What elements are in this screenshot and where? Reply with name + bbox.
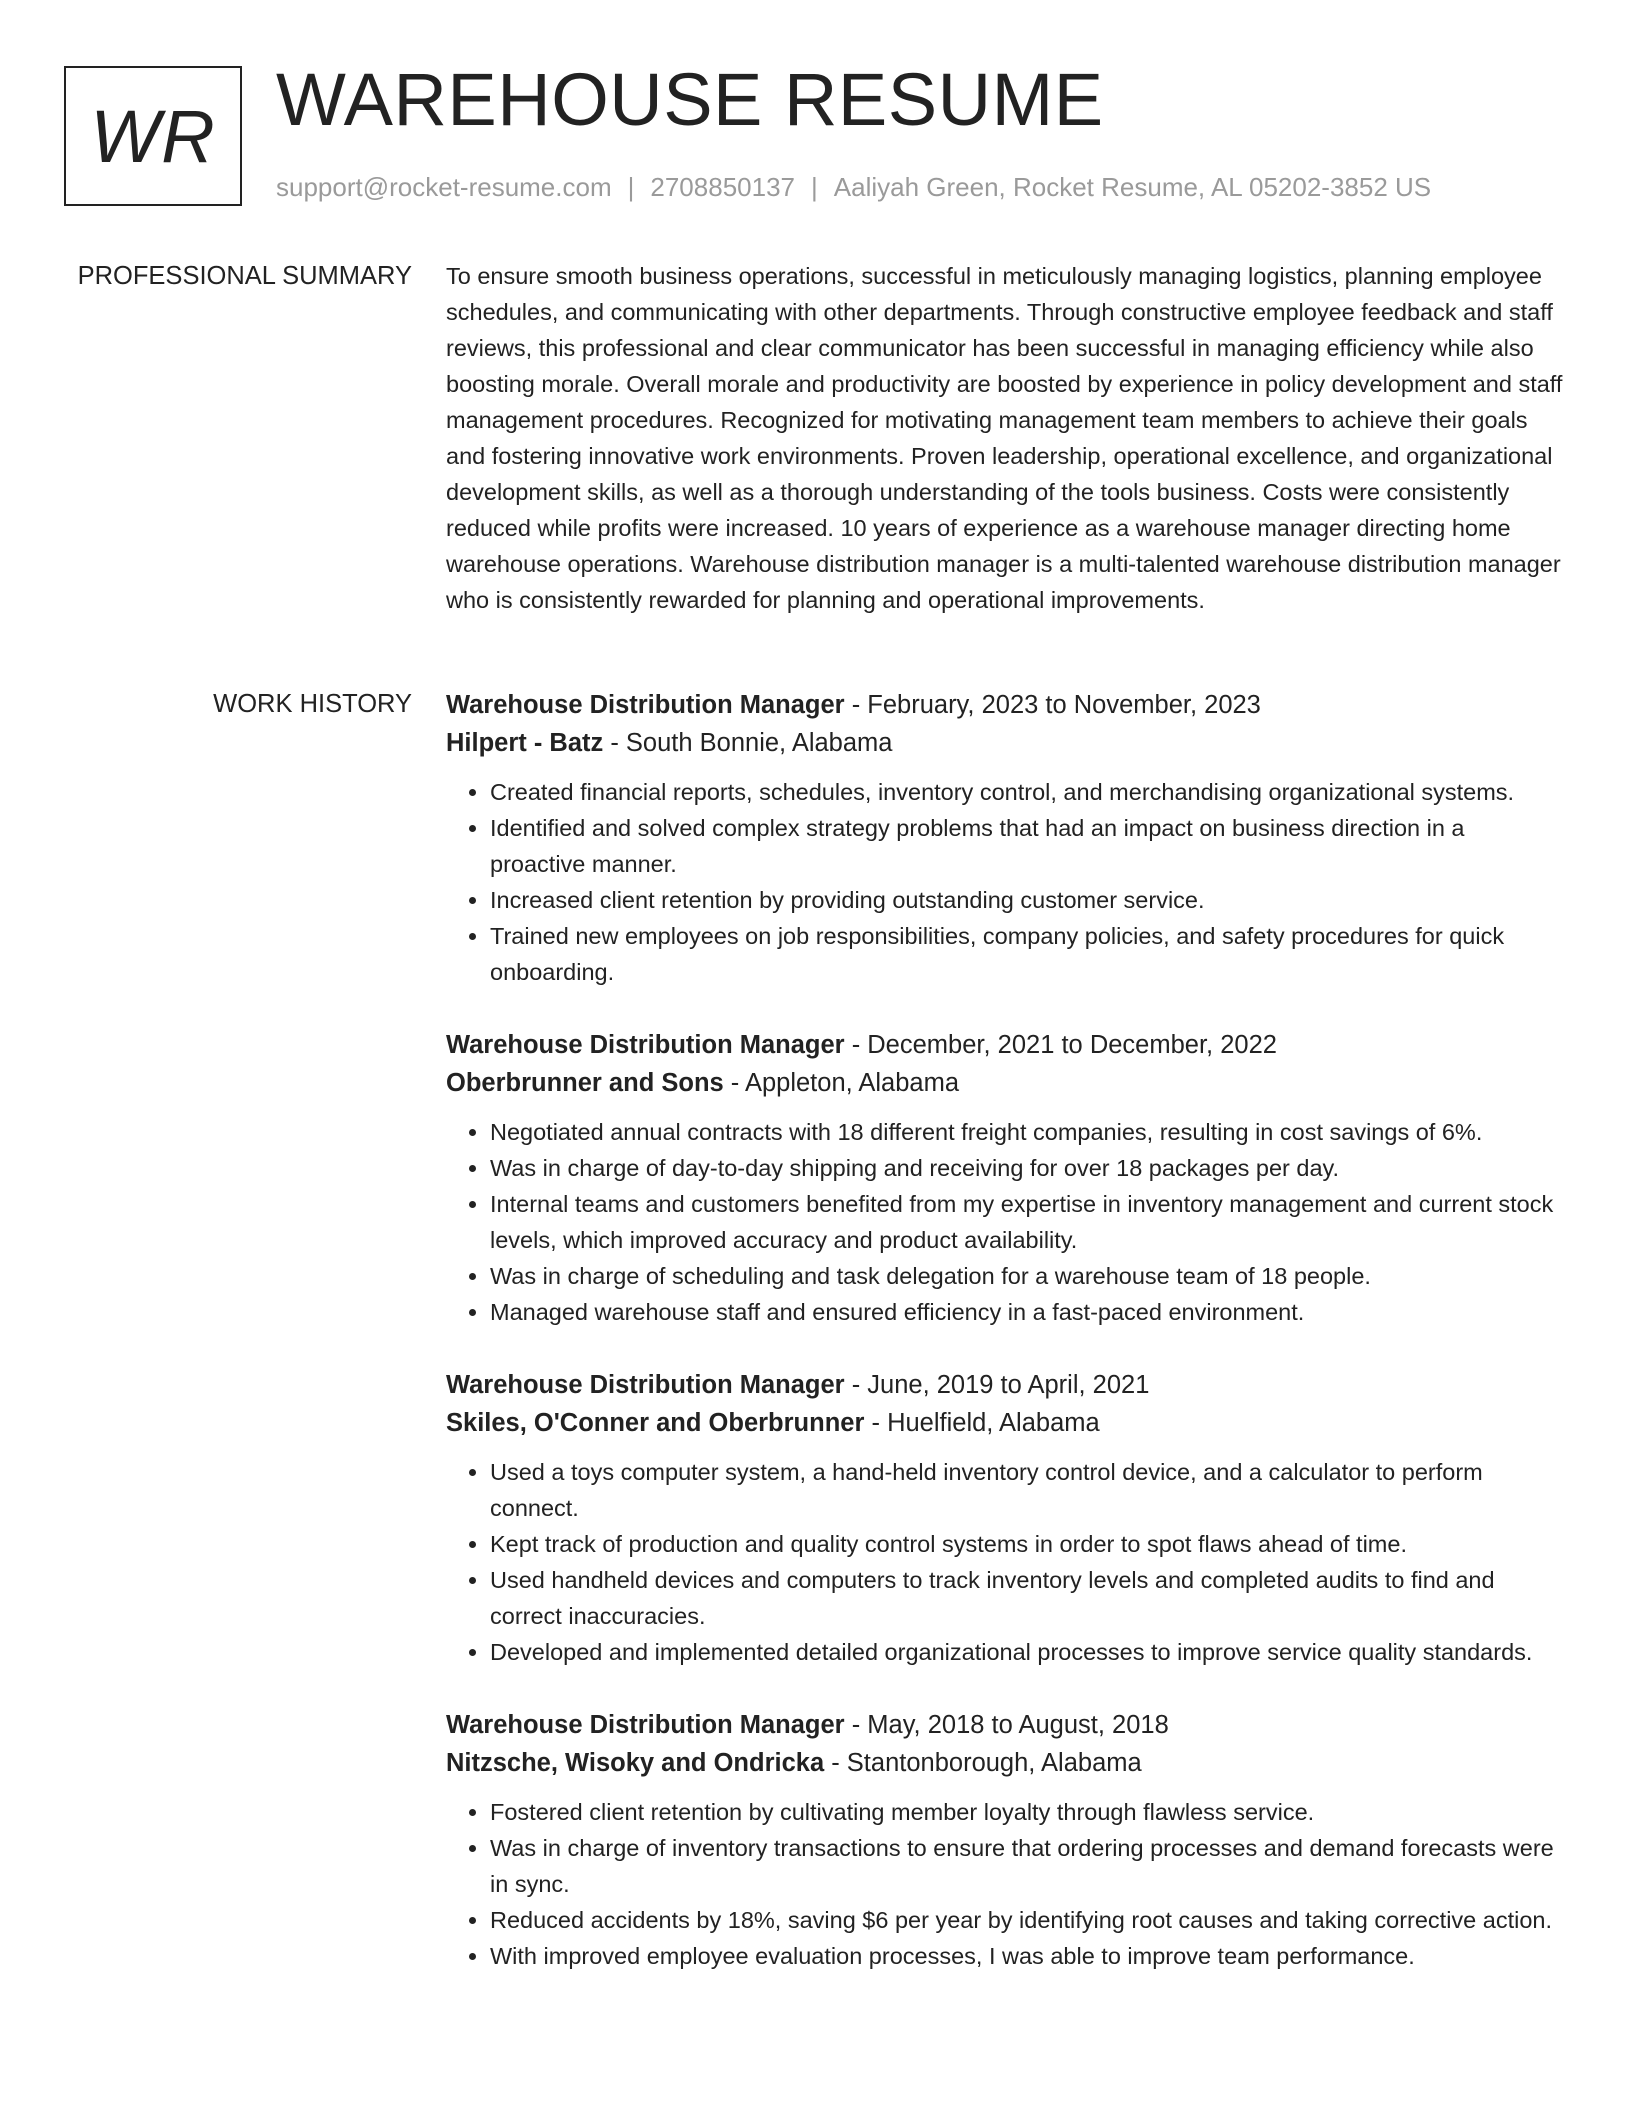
job-bullet: • Trained new employees on job responsibilities, company policies, and safety procedures for quick onboarding. <box>490 918 1564 990</box>
job-bullet: • Managed warehouse staff and ensured efficiency in a fast-paced environment. <box>490 1294 1564 1330</box>
job-title-line <box>446 1366 1564 1404</box>
job-bullet: • Fostered client retention by cultivating member loyalty through flawless service. <box>490 1794 1564 1830</box>
job-bullet: • Reduced accidents by 18%, saving $6 per year by identifying root causes and taking corrective action. <box>490 1902 1564 1938</box>
contact-separator: | <box>811 172 818 202</box>
job-title-line <box>446 1026 1564 1064</box>
job-bullets <box>446 1794 1564 1974</box>
job-bullet: • Kept track of production and quality control systems in order to spot flaws ahead of time. <box>490 1526 1564 1562</box>
job-entry <box>446 1026 1564 1330</box>
job-bullet: • Was in charge of scheduling and task delegation for a warehouse team of 18 people. <box>490 1258 1564 1294</box>
summary-body <box>446 258 1564 618</box>
job-company-line <box>446 1744 1564 1782</box>
job-bullet: • Created financial reports, schedules, inventory control, and merchandising organizational systems. <box>490 774 1564 810</box>
job-title: Warehouse Distribution Manager <box>446 691 845 719</box>
summary-label: PROFESSIONAL SUMMARY <box>77 262 412 290</box>
resume-title: WAREHOUSE RESUME <box>276 58 1104 141</box>
job-title: Warehouse Distribution Manager <box>446 1711 845 1739</box>
summary-text: To ensure smooth business operations, successful in meticulously managing logistics, planning employee schedules, and communicating with other departments. Through constructive employee feedback and staff reviews, this professional and clear communicator has been successful in managing efficiency while also boosting morale. Overall morale and productivity are boosted by experience in policy development and staff management procedures. Recognized for motivating management team members to achieve their goals and fostering innovative work environments. Proven leadership, operational excellence, and organizational development skills, as well as a thorough understanding of the tools business. Costs were consistently reduced while profits were increased. 10 years of experience as a warehouse manager directing home warehouse operations. Warehouse distribution manager is a multi-talented warehouse distribution manager who is consistently rewarded for planning and operational improvements. <box>446 263 1563 613</box>
job-bullets <box>446 1454 1564 1670</box>
job-title: Warehouse Distribution Manager <box>446 1371 845 1399</box>
job-bullet: • With improved employee evaluation processes, I was able to improve team performance. <box>490 1938 1564 1974</box>
job-location: - South Bonnie, Alabama <box>603 729 893 757</box>
job-entry <box>446 1366 1564 1670</box>
job-company: Skiles, O'Conner and Oberbrunner <box>446 1409 865 1437</box>
job-dates: - June, 2019 to April, 2021 <box>844 1371 1150 1399</box>
job-dates: - May, 2018 to August, 2018 <box>844 1711 1169 1739</box>
contact-phone: 2708850137 <box>650 172 795 202</box>
contact-separator: | <box>627 172 635 202</box>
contact-line <box>276 172 1431 203</box>
job-location: - Huelfield, Alabama <box>864 1409 1100 1437</box>
job-bullets <box>446 774 1564 990</box>
job-company-line <box>446 1404 1564 1442</box>
job-entry <box>446 1706 1564 1974</box>
job-title-line <box>446 1706 1564 1744</box>
job-bullet: • Used handheld devices and computers to track inventory levels and completed audits to find and correct inaccuracies. <box>490 1562 1564 1634</box>
job-bullet: • Identified and solved complex strategy problems that had an impact on business direction in a proactive manner. <box>490 810 1564 882</box>
job-bullet: • Developed and implemented detailed organizational processes to improve service quality standards. <box>490 1634 1564 1670</box>
job-company-line <box>446 1064 1564 1102</box>
job-bullet: • Used a toys computer system, a hand-held inventory control device, and a calculator to perform connect. <box>490 1454 1564 1526</box>
work-history-body <box>446 686 1564 2010</box>
contact-email: support@rocket-resume.com <box>276 172 612 202</box>
job-location: - Stantonborough, Alabama <box>824 1749 1142 1777</box>
job-dates: - February, 2023 to November, 2023 <box>844 691 1261 719</box>
job-dates: - December, 2021 to December, 2022 <box>844 1031 1277 1059</box>
job-entry <box>446 686 1564 990</box>
job-bullet: • Negotiated annual contracts with 18 different freight companies, resulting in cost savings of 6%. <box>490 1114 1564 1150</box>
job-bullets <box>446 1114 1564 1330</box>
job-title-line <box>446 686 1564 724</box>
job-bullet: • Was in charge of day-to-day shipping and receiving for over 18 packages per day. <box>490 1150 1564 1186</box>
job-company-line <box>446 724 1564 762</box>
job-company: Oberbrunner and Sons <box>446 1069 724 1097</box>
job-company: Nitzsche, Wisoky and Ondricka <box>446 1749 825 1777</box>
job-title: Warehouse Distribution Manager <box>446 1031 845 1059</box>
job-location: - Appleton, Alabama <box>723 1069 960 1097</box>
job-company: Hilpert - Batz <box>446 729 604 757</box>
contact-address: Aaliyah Green, Rocket Resume, AL 05202-3852 US <box>833 172 1432 202</box>
monogram-logo: WR <box>64 66 242 206</box>
job-bullet: • Increased client retention by providing outstanding customer service. <box>490 882 1564 918</box>
job-bullet: • Internal teams and customers benefited from my expertise in inventory management and current stock levels, which improved accuracy and product availability. <box>490 1186 1564 1258</box>
job-bullet: • Was in charge of inventory transactions to ensure that ordering processes and demand forecasts were in sync. <box>490 1830 1564 1902</box>
work-history-label: WORK HISTORY <box>213 690 412 718</box>
